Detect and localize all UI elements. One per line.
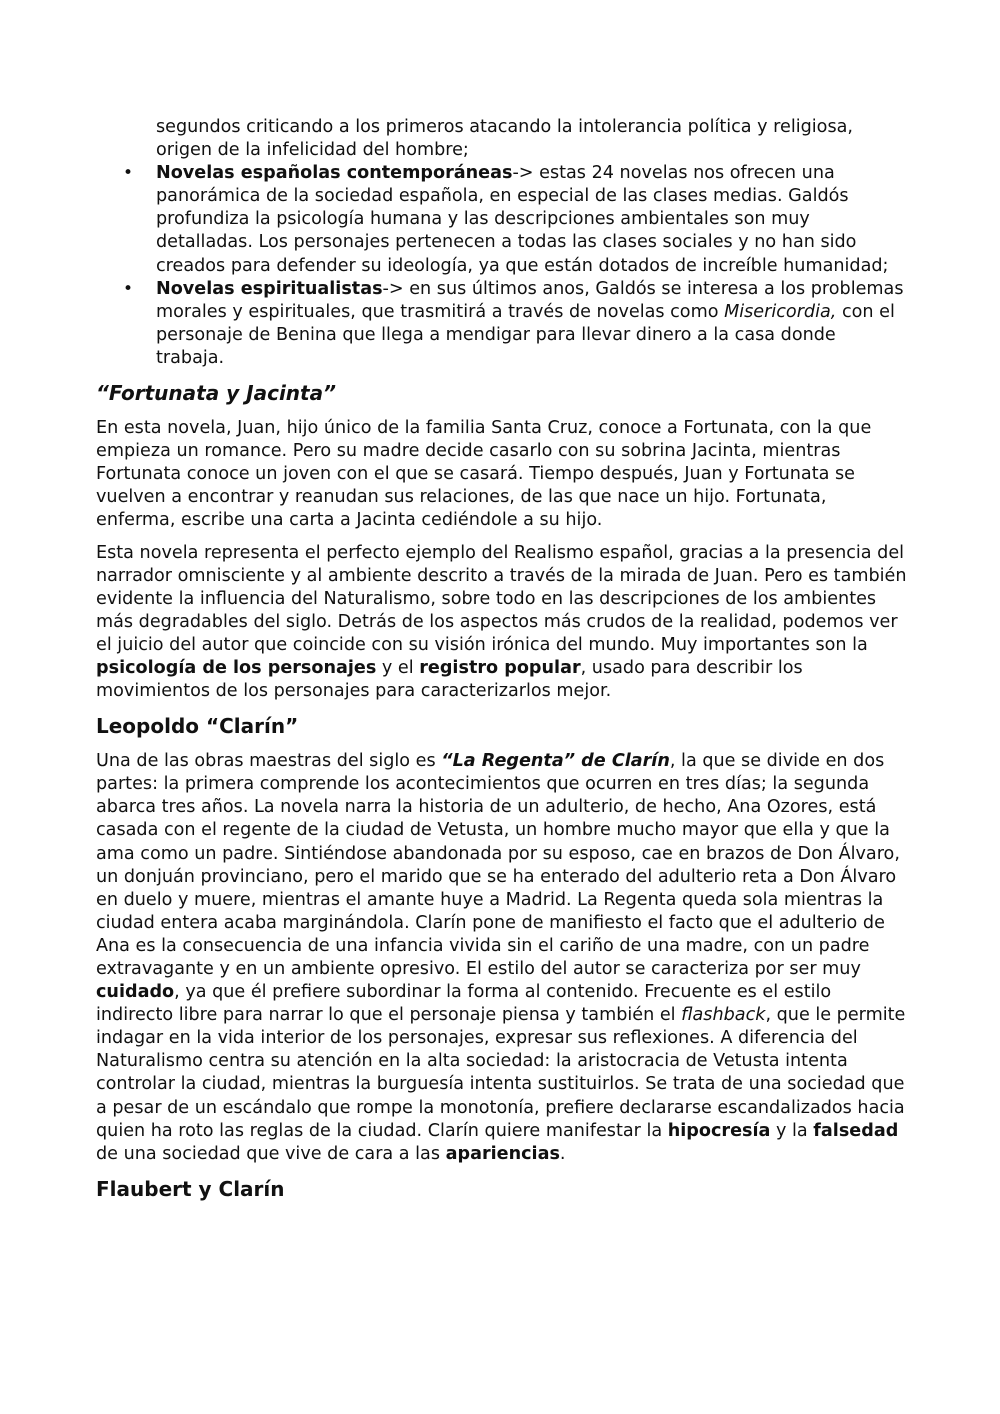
list-item-italic: Misericordia, xyxy=(724,301,837,322)
bold-term: hipocresía xyxy=(667,1120,771,1141)
paragraph-text: y el xyxy=(376,657,420,678)
list-item xyxy=(96,278,908,370)
continuation-text: segundos criticando a los primeros atacando la intolerancia política y religiosa, origen de la infelicidad del hombre; xyxy=(156,117,853,161)
bold-term: psicología de los personajes xyxy=(96,657,377,678)
paragraph-text: , la que se divide en dos partes: la primera comprende los acontecimientos que ocurren en tres días; la segunda abarca tres años. La novela narra la historia de un adulterio, de hecho, Ana Ozores, está casada con el regente de la ciudad de Vetusta, un hombre mucho mayor que ella y que la ama como un padre. Sintiéndose abandonada por su esposo, cae en brazos de Don Álvaro, un donjuán provinciano, pero el marido que se ha enterado del adulterio reta a Don Álvaro en duelo y muere, mientras el amante huye a Madrid. La Regenta queda sola mientras la ciudad entera acaba marginándola. Clarín pone de manifiesto el facto que el adulterio de Ana es la consecuencia de una infancia vivida sin el cariño de una madre, con un padre extravagante y en un ambiente opresivo. El estilo del autor se caracteriza por ser muy xyxy=(96,751,900,979)
italic-term: flashback xyxy=(681,1005,766,1026)
bold-term: registro popular xyxy=(419,657,581,678)
document-page xyxy=(96,116,908,1213)
bullet-icon: • xyxy=(123,278,134,299)
novel-types-list xyxy=(96,162,908,370)
paragraph-text: , que le permite indagar en la vida interior de los personajes, expresar sus reflexiones. A diferencia del Naturalismo centra su atención en la alta sociedad: la aristocracia de Vetusta intenta controlar la ciudad, mientras la burguesía intenta sustituirlos. Se trata de una sociedad que a pesar de un escándalo que rompe la monotonía, prefiere declararse escandalizados hacia quien ha roto las reglas de la ciudad. Clarín quiere manifestar la xyxy=(96,1005,906,1141)
list-item-continuation xyxy=(156,116,908,162)
paragraph-text: Esta novela representa el perfecto ejemplo del Realismo español, gracias a la presencia del narrador omnisciente y al ambiente descrito a través de la mirada de Juan. Pero es también evidente la influencia del Naturalismo, sobre todo en las descripciones de los ambientes más degradables del siglo. Detrás de los aspectos más crudos de la realidad, podemos ver el juicio del autor que coincide con su visión irónica del mundo. Muy importantes son la xyxy=(96,542,907,655)
section-heading-fortunata: “Fortunata y Jacinta” xyxy=(96,381,336,406)
list-item-text: -> en sus últimos anos, Galdós se interesa a los problemas morales y espirituales, que trasmitirá a través de novelas como xyxy=(156,278,904,322)
section-heading-clarin: Leopoldo “Clarín” xyxy=(96,714,299,739)
list-item-text: -> estas 24 novelas nos ofrecen una panorámica de la sociedad española, en especial de las clases medias. Galdós profundiza la psicología humana y las descripciones ambientales son muy detalladas. Los personajes pertenecen a todas las clases sociales y no han sido creados para defender su ideología, ya que están dotados de increíble humanidad; xyxy=(156,163,889,276)
paragraph-text: y la xyxy=(770,1120,814,1141)
paragraph-text: de una sociedad que vive de cara a las xyxy=(96,1143,446,1164)
bold-term: cuidado xyxy=(96,982,175,1003)
bold-term: falsedad xyxy=(813,1120,899,1141)
paragraph-text: , usado para describir los movimientos de los personajes para caracterizarlos mejor. xyxy=(96,657,803,702)
list-item-text-after: con el personaje de Benina que llega a mendigar para llevar dinero a la casa donde trabaja. xyxy=(156,301,895,368)
bold-italic-title: “La Regenta” de Clarín xyxy=(441,751,670,772)
paragraph xyxy=(96,750,908,1166)
paragraph-text: . xyxy=(559,1143,566,1164)
list-item xyxy=(96,162,908,277)
paragraph-text: Una de las obras maestras del siglo es xyxy=(96,751,442,772)
bullet-icon: • xyxy=(123,163,134,184)
paragraph-text: En esta novela, Juan, hijo único de la familia Santa Cruz, conoce a Fortunata, con la que empieza un romance. Pero su madre decide casarlo con su sobrina Jacinta, mientras Fortunata conoce un joven con el que se casará. Tiempo después, Juan y Fortunata se vuelven a encontrar y reanudan sus relaciones, de las que nace un hijo. Fortunata, enferma, escribe una carta a Jacinta cediéndole a su hijo. xyxy=(96,418,872,531)
paragraph-text: , ya que él prefiere subordinar la forma al contenido. Frecuente es el estilo indirecto libre para narrar lo que el personaje piensa y también el xyxy=(96,982,832,1026)
paragraph xyxy=(96,542,908,704)
list-item-term: Novelas espiritualistas xyxy=(156,278,383,299)
paragraph xyxy=(96,417,908,532)
bold-term: apariencias xyxy=(445,1143,560,1164)
section-heading-flaubert: Flaubert y Clarín xyxy=(96,1176,285,1201)
list-item-term: Novelas españolas contemporáneas xyxy=(156,163,513,184)
